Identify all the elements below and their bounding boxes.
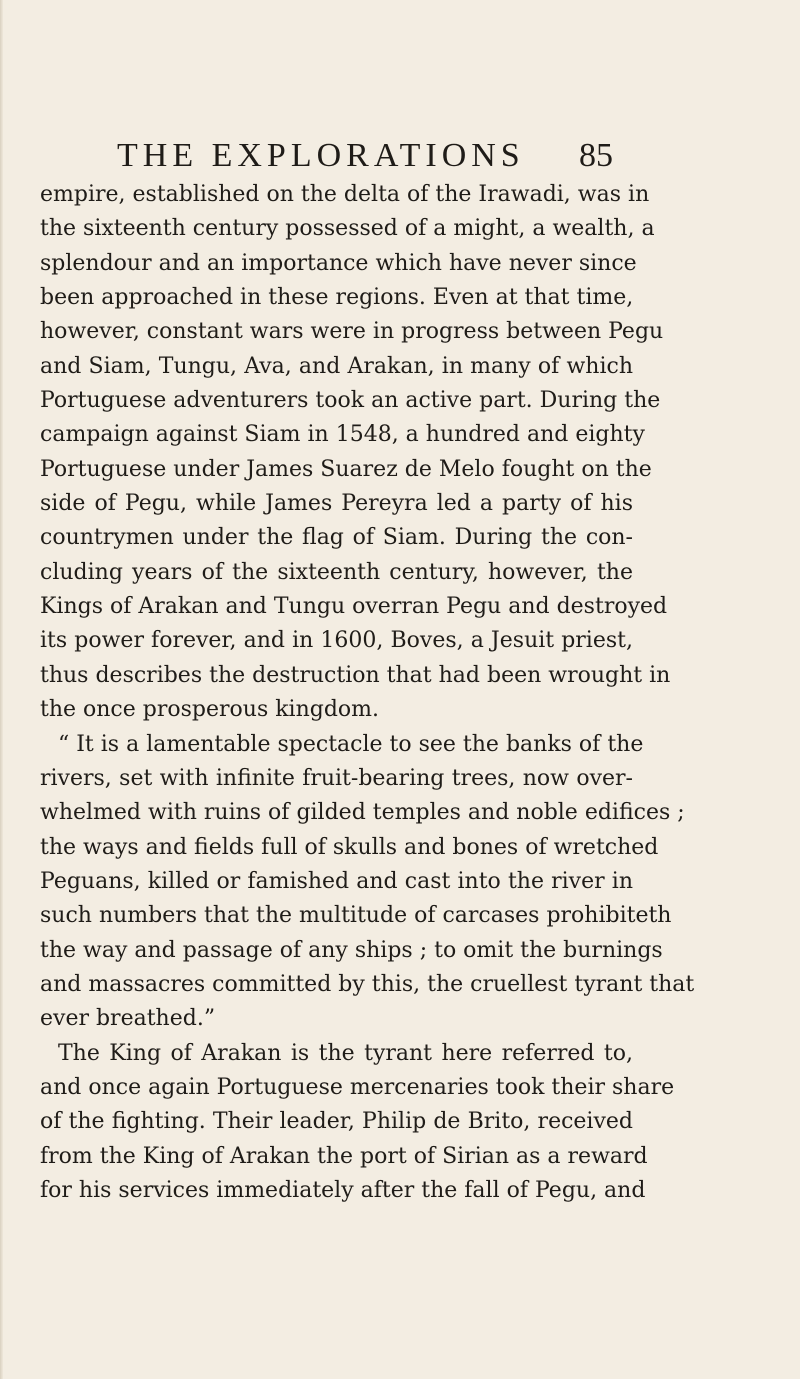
text-line: such numbers that the multitude of carcases prohibiteth [40,903,672,929]
text-line: however, constant wars were in progress between Pegu [40,319,664,345]
running-head-title: THE EXPLORATIONS [117,137,525,174]
text-line: empire, established on the delta of the Irawadi, was in [40,182,650,207]
text-line: “ It is a lamentable spectacle to see the banks of the [58,731,644,757]
text-line: Portuguese under James Suarez de Melo fought on the [40,456,652,482]
text-line: and Siam, Tungu, Ava, and Arakan, in many of which [40,353,633,379]
text-line: the once prosperous kingdom. [40,697,380,723]
text-line: been approached in these regions. Even at that time, [40,285,634,311]
text-line: the sixteenth century possessed of a might, a wealth, a [40,216,655,242]
text-line: the ways and fields full of skulls and bones of wretched [40,834,659,860]
text-line: of the fighting. Their leader, Philip de Brito, received [40,1109,633,1135]
text-line: the way and passage of any ships ; to omit the burnings [40,937,663,963]
text-line: The King of Arakan is the tyrant here referred to, [58,1040,633,1066]
text-line: side of Pegu, while James Pereyra led a party of his [40,491,633,517]
text-line: and once again Portuguese mercenaries took their share [40,1074,675,1100]
text-line: Peguans, killed or famished and cast into the river in [40,868,633,894]
text-line: thus describes the destruction that had been wrought in [40,662,671,688]
body-text [40,178,695,1208]
text-line: whelmed with ruins of gilded temples and noble edifices ; [40,800,685,826]
text-line: splendour and an importance which have never since [40,250,637,276]
text-line: Portuguese adventurers took an active part. During the [40,388,661,414]
text-line: from the King of Arakan the port of Sirian as a reward [40,1143,648,1169]
text-line: ever breathed.” [40,1006,216,1032]
text-line: rivers, set with infinite fruit-bearing trees, now over- [40,765,633,791]
text-line: and massacres committed by this, the cruellest tyrant that [40,971,695,997]
page-number: 85 [579,137,613,174]
running-head [117,131,617,181]
text-line: campaign against Siam in 1548, a hundred and eighty [40,422,645,448]
text-line: its power forever, and in 1600, Boves, a Jesuit priest, [40,628,633,654]
page-edge [0,0,3,1379]
text-line: countrymen under the flag of Siam. During the con- [40,525,633,551]
text-line: for his services immediately after the fall of Pegu, and [40,1177,646,1203]
text-line: cluding years of the sixteenth century, however, the [40,559,633,585]
text-line: Kings of Arakan and Tungu overran Pegu and destroyed [40,594,668,620]
